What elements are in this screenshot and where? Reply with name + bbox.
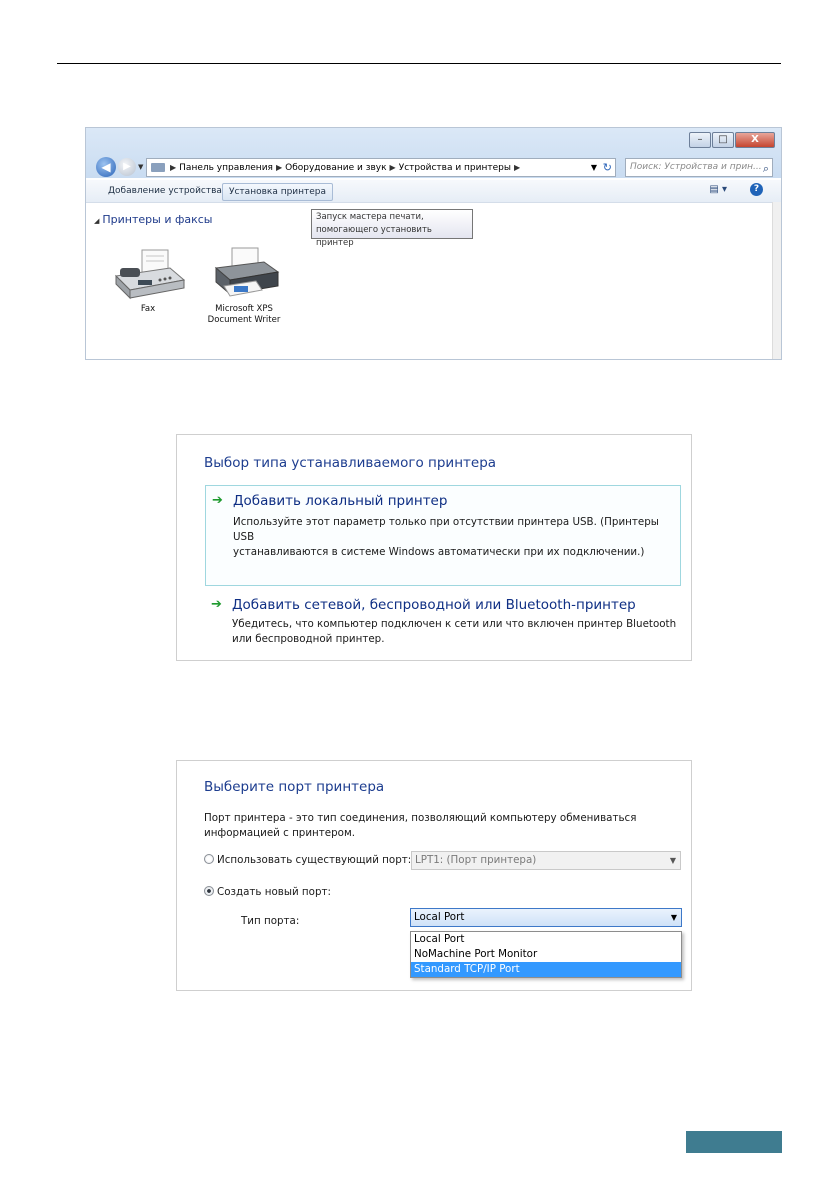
window-controls xyxy=(688,132,775,148)
radio-button-off[interactable] xyxy=(204,854,214,864)
navigation-bar xyxy=(96,157,771,179)
fax-icon xyxy=(108,246,188,304)
group-title: Принтеры и факсы xyxy=(102,213,213,226)
option-title: Добавить сетевой, беспроводной или Bluetooth-принтер xyxy=(232,597,636,613)
add-device-button[interactable]: Добавление устройства xyxy=(108,186,222,196)
option-desc-line-1: Используйте этот параметр только при отсутствии принтера USB. (Принтеры USB xyxy=(233,516,659,543)
chevron-right-icon: ▶ xyxy=(389,163,396,172)
option-desc-line-2: устанавливаются в системе Windows автоматически при их подключении.) xyxy=(233,546,645,558)
option-description xyxy=(233,515,683,560)
command-bar xyxy=(86,180,781,203)
breadcrumb-control-panel[interactable]: Панель управления xyxy=(179,163,273,173)
option-desc-line-1: Убедитесь, что компьютер подключен к сети или что включен принтер Bluetooth xyxy=(232,618,677,630)
option-desc-line-2: или беспроводной принтер. xyxy=(232,633,385,645)
printer-port-title: Выберите порт принтера xyxy=(204,779,385,795)
port-desc-line-2: информацией с принтером. xyxy=(204,827,355,839)
port-type-value: Local Port xyxy=(414,911,465,923)
green-arrow-icon: ➔ xyxy=(211,597,222,612)
search-icon[interactable]: ⌕ xyxy=(762,162,769,175)
green-arrow-icon: ➔ xyxy=(212,493,223,508)
printer-port-dialog xyxy=(176,760,692,991)
device-label: Microsoft XPS xyxy=(215,304,273,314)
printer-icon xyxy=(204,246,284,304)
create-new-port-radio[interactable] xyxy=(204,886,331,898)
use-existing-port-label: Использовать существующий порт: xyxy=(217,854,412,866)
tooltip-line-2: помогающего установить принтер xyxy=(316,225,432,248)
chevron-right-icon: ▶ xyxy=(275,163,283,172)
install-printer-tooltip xyxy=(311,209,473,248)
port-option-nomachine[interactable]: NoMachine Port Monitor xyxy=(414,948,538,960)
port-desc-line-1: Порт принтера - это тип соединения, позволяющий компьютеру обмениваться xyxy=(204,812,637,824)
printers-faxes-group-header[interactable] xyxy=(94,213,213,226)
port-option-local[interactable]: Local Port xyxy=(414,933,465,945)
port-type-select[interactable] xyxy=(410,908,682,927)
search-input[interactable] xyxy=(625,158,773,177)
refresh-icon[interactable]: ↻ xyxy=(602,161,612,174)
collapse-triangle-icon[interactable]: ◢ xyxy=(94,217,100,225)
printer-type-title: Выбор типа устанавливаемого принтера xyxy=(204,455,497,471)
close-button[interactable]: X xyxy=(735,132,775,148)
devices-and-printers-window xyxy=(85,127,782,360)
use-existing-port-radio[interactable] xyxy=(204,854,411,866)
printer-type-dialog xyxy=(176,434,692,661)
breadcrumb-devices-printers[interactable]: Устройства и принтеры xyxy=(398,163,511,173)
change-view-icon[interactable]: ▤ ▾ xyxy=(709,184,727,195)
maximize-button[interactable]: □ xyxy=(712,132,734,148)
chevron-right-icon: ▶ xyxy=(513,163,521,172)
dropdown-arrow-icon: ▼ xyxy=(669,856,676,865)
search-placeholder: Поиск: Устройства и прин... xyxy=(630,162,762,172)
device-microsoft-xps[interactable] xyxy=(198,246,290,326)
dropdown-arrow-icon[interactable]: ▼ xyxy=(670,913,677,922)
existing-port-select xyxy=(411,851,681,870)
option-description xyxy=(232,617,682,647)
port-type-label: Тип порта: xyxy=(241,915,300,927)
device-label: Fax xyxy=(140,304,156,314)
existing-port-value: LPT1: (Порт принтера) xyxy=(415,854,537,866)
page-header-rule xyxy=(57,63,781,64)
forward-arrow-icon[interactable]: ▶ xyxy=(118,158,136,176)
device-fax[interactable] xyxy=(104,246,192,315)
device-label-2: Document Writer xyxy=(207,315,281,325)
install-printer-button[interactable]: Установка принтера xyxy=(222,183,333,201)
add-network-printer-option[interactable] xyxy=(205,595,681,651)
option-title: Добавить локальный принтер xyxy=(233,493,448,509)
help-icon[interactable]: ? xyxy=(750,183,763,196)
control-panel-icon xyxy=(151,163,165,172)
radio-button-on[interactable] xyxy=(204,886,214,896)
tooltip-line-1: Запуск мастера печати, xyxy=(316,212,424,222)
address-dropdown-icon[interactable]: ▼ xyxy=(590,163,597,172)
breadcrumb-hardware-sound[interactable]: Оборудование и звук xyxy=(285,163,387,173)
address-bar[interactable] xyxy=(146,158,616,177)
add-local-printer-option[interactable] xyxy=(205,485,681,586)
minimize-button[interactable]: – xyxy=(689,132,711,148)
create-new-port-label: Создать новый порт: xyxy=(217,886,331,898)
chevron-right-icon: ▶ xyxy=(170,163,177,172)
port-option-standard-tcpip[interactable]: Standard TCP/IP Port xyxy=(411,962,681,977)
back-arrow-icon[interactable]: ◀ xyxy=(96,157,116,177)
printer-port-description xyxy=(204,811,654,841)
vertical-scrollbar[interactable] xyxy=(772,202,781,359)
history-dropdown-icon[interactable]: ▼ xyxy=(138,163,144,171)
page-footer-bar xyxy=(686,1131,782,1153)
port-type-dropdown-list xyxy=(410,931,682,978)
